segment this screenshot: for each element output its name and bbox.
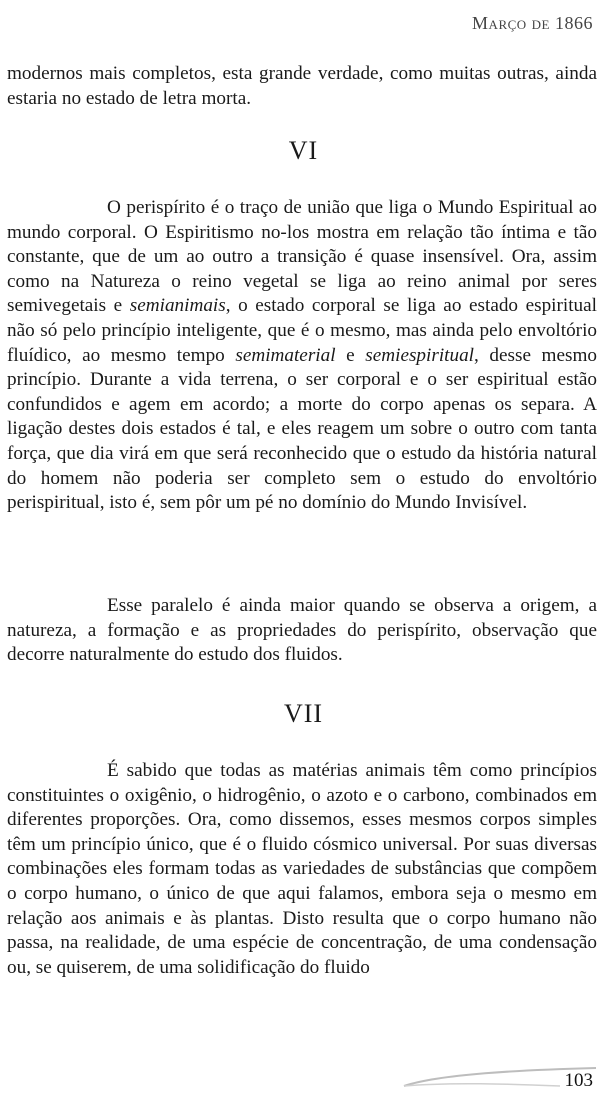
section-vi-body-2	[7, 594, 597, 668]
intro-paragraph	[7, 62, 597, 111]
section-heading-vii: VII	[283, 699, 324, 728]
italic-term-semianimais: semianimais	[129, 295, 226, 317]
running-header: Março de 1866	[472, 13, 593, 33]
page-number: 103	[564, 1070, 593, 1091]
italic-term-semiespiritual: semiespiritual	[365, 344, 475, 366]
italic-term-semimaterial: semimaterial	[235, 344, 336, 366]
text-run: , o estado corporal se liga ao estado espiritual não só pelo princípio inteligente, que é o mesmo, mas ainda pelo envoltório fluídico, ao mesmo tempo	[7, 295, 598, 366]
text-run: O perispírito é o traço de união que liga o Mundo Espiritual ao mundo corporal. O Espiritismo no-los mostra em relação tão íntima e tão constante, que de um ao outro a transição é quase insensível. Ora, assim como na Natureza o reino vegetal se liga ao reino animal por seres semivegetais e	[7, 197, 597, 317]
section-vi-body	[7, 196, 597, 516]
section-vii-body	[7, 759, 597, 980]
section-vi-paragraph-1	[7, 196, 597, 516]
intro-text: modernos mais completos, esta grande verdade, como muitas outras, ainda estaria no estado de letra morta.	[7, 63, 597, 109]
text-run: , desse mesmo princípio. Durante a vida terrena, o ser corporal e o ser espiritual estão confundidos e agem em acordo; a morte do corpo apenas os separa. A ligação destes dois estados é tal, e eles reagem um sobre o outro com tanta força, que dia virá em que será reconhecido que o estudo da história natural do homem não poderia ser completo sem o estudo do envoltório perispiritual, isto é, sem pôr um pé no domínio do Mundo Invisível.	[7, 344, 597, 514]
section-vi-paragraph-2: Esse paralelo é ainda maior quando se observa a origem, a natureza, a formação e as propriedades do perispírito, observação que decorre naturalmente do estudo dos fluidos.	[7, 595, 597, 666]
section-heading-vi: VI	[288, 136, 319, 165]
text-run: e	[335, 344, 366, 366]
section-vii-paragraph-1: É sabido que todas as matérias animais têm como princípios constituintes o oxigênio, o hidrogênio, o azoto e o carbono, combinados em diferentes proporções. Ora, como dissemos, esses mesmos corpos simples têm um princípio único, que é o fluido cósmico universal. Por suas diversas combinações eles formam todas as variedades de substâncias que compõem o corpo humano, o único de que aqui falamos, embora seja o mesmo em relação aos animais e às plantas. Disto resulta que o corpo humano não passa, na realidade, de uma espécie de concentração, de uma condensação ou, se quiserem, de uma solidificação do fluido	[7, 760, 597, 978]
